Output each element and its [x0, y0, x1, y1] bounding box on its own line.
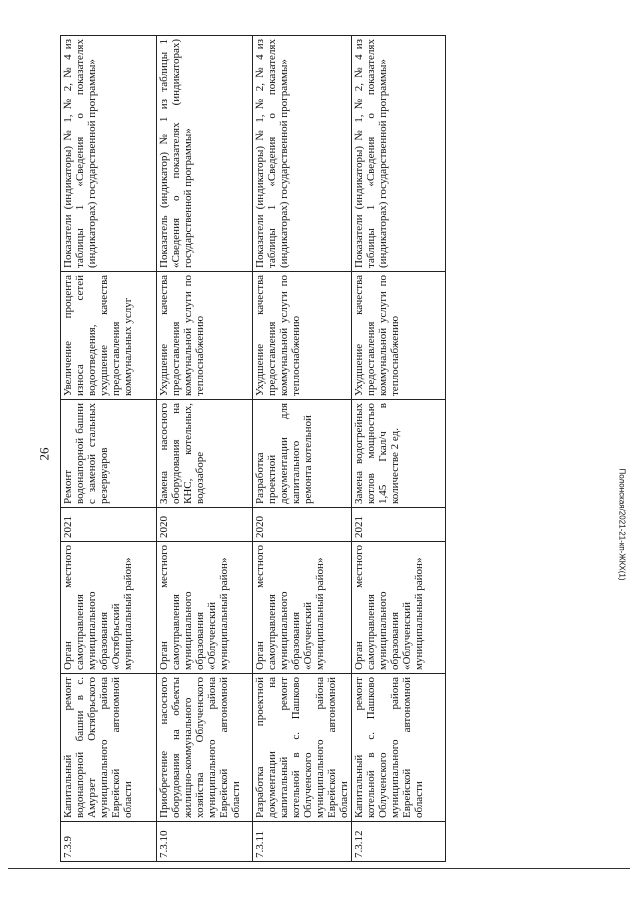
work-description: Замена водогрейных котлов мощностью 1,45 Гкал/ч в количестве 2 ед.	[352, 400, 446, 508]
page-number: 26	[36, 447, 52, 461]
responsible-body: Орган местного самоуправления муниципального образования «Облученский муниципальный район»	[253, 542, 352, 674]
consequences: Увеличение процента износа сетей водоотведения, ухудшение качества предоставления коммунальных услуг	[61, 272, 157, 400]
row-number: 7.3.11	[253, 822, 352, 862]
table-row	[253, 36, 352, 862]
table-row	[157, 36, 253, 862]
indicators: Показатели (индикаторы) № 1, № 2, № 4 из таблицы 1 «Сведения о показателях (индикаторах) государственной программы»	[352, 36, 446, 272]
responsible-body: Орган местного самоуправления муниципального образования «Облученский муниципальный район»	[157, 542, 253, 674]
consequences: Ухудшение качества предоставления коммунальной услуги по теплоснабжению	[352, 272, 446, 400]
year: 2020	[253, 508, 352, 542]
row-number: 7.3.9	[61, 822, 157, 862]
indicators: Показатели (индикаторы) № 1, № 2, № 4 из таблицы 1 «Сведения о показателях (индикаторах) государственной программы»	[253, 36, 352, 272]
row-number: 7.3.10	[157, 822, 253, 862]
year: 2021	[61, 508, 157, 542]
responsible-body: Орган местного самоуправления муниципального образования «Облученский муниципальный район»	[352, 542, 446, 674]
work-description: Разработка проектной документации для капитального ремонта котельной	[253, 400, 352, 508]
consequences: Ухудшение качества предоставления коммунальной услуги по теплоснабжению	[157, 272, 253, 400]
measure-name: Капитальный ремонт водонапорной башни в с. Амурзет Октябрьского муниципального района Еврейской автономной области	[61, 674, 157, 822]
table-row	[61, 36, 157, 862]
year: 2021	[352, 508, 446, 542]
footer-code: Полонская/2021-21-кп-ЖКХ(1)	[617, 468, 627, 581]
rotated-table-inner	[60, 36, 440, 862]
row-number: 7.3.12	[352, 822, 446, 862]
rotated-table-container	[60, 36, 440, 862]
consequences: Ухудшение качества предоставления коммунальной услуги по теплоснабжению	[253, 272, 352, 400]
bottom-divider	[8, 868, 630, 869]
measure-name: Приобретение насосного оборудования на объекты жилищно-коммунального хозяйства Облученского муниципального района Еврейской автономной области	[157, 674, 253, 822]
work-description: Замена насосного оборудования на КНС, котельных, водозаборе	[157, 400, 253, 508]
indicators: Показатель (индикатор) № 1 из таблицы 1 «Сведения о показателях (индикаторах) государственной программы»	[157, 36, 253, 272]
measure-name: Капитальный ремонт котельной в с. Пашково Облученского муниципального района Еврейской автономной области	[352, 674, 446, 822]
work-description: Ремонт водонапорной башни с заменой стальных резервуаров	[61, 400, 157, 508]
year: 2020	[157, 508, 253, 542]
responsible-body: Орган местного самоуправления муниципального образования «Октябрьский муниципальный район»	[61, 542, 157, 674]
table-row	[352, 36, 446, 862]
program-measures-table	[60, 35, 446, 862]
indicators: Показатели (индикаторы) № 1, № 2, № 4 из таблицы 1 «Сведения о показателях (индикаторах) государственной программы»	[61, 36, 157, 272]
measure-name: Разработка проектной документации на капитальный ремонт котельной в с. Пашково Облученского муниципального района Еврейской автономной области	[253, 674, 352, 822]
